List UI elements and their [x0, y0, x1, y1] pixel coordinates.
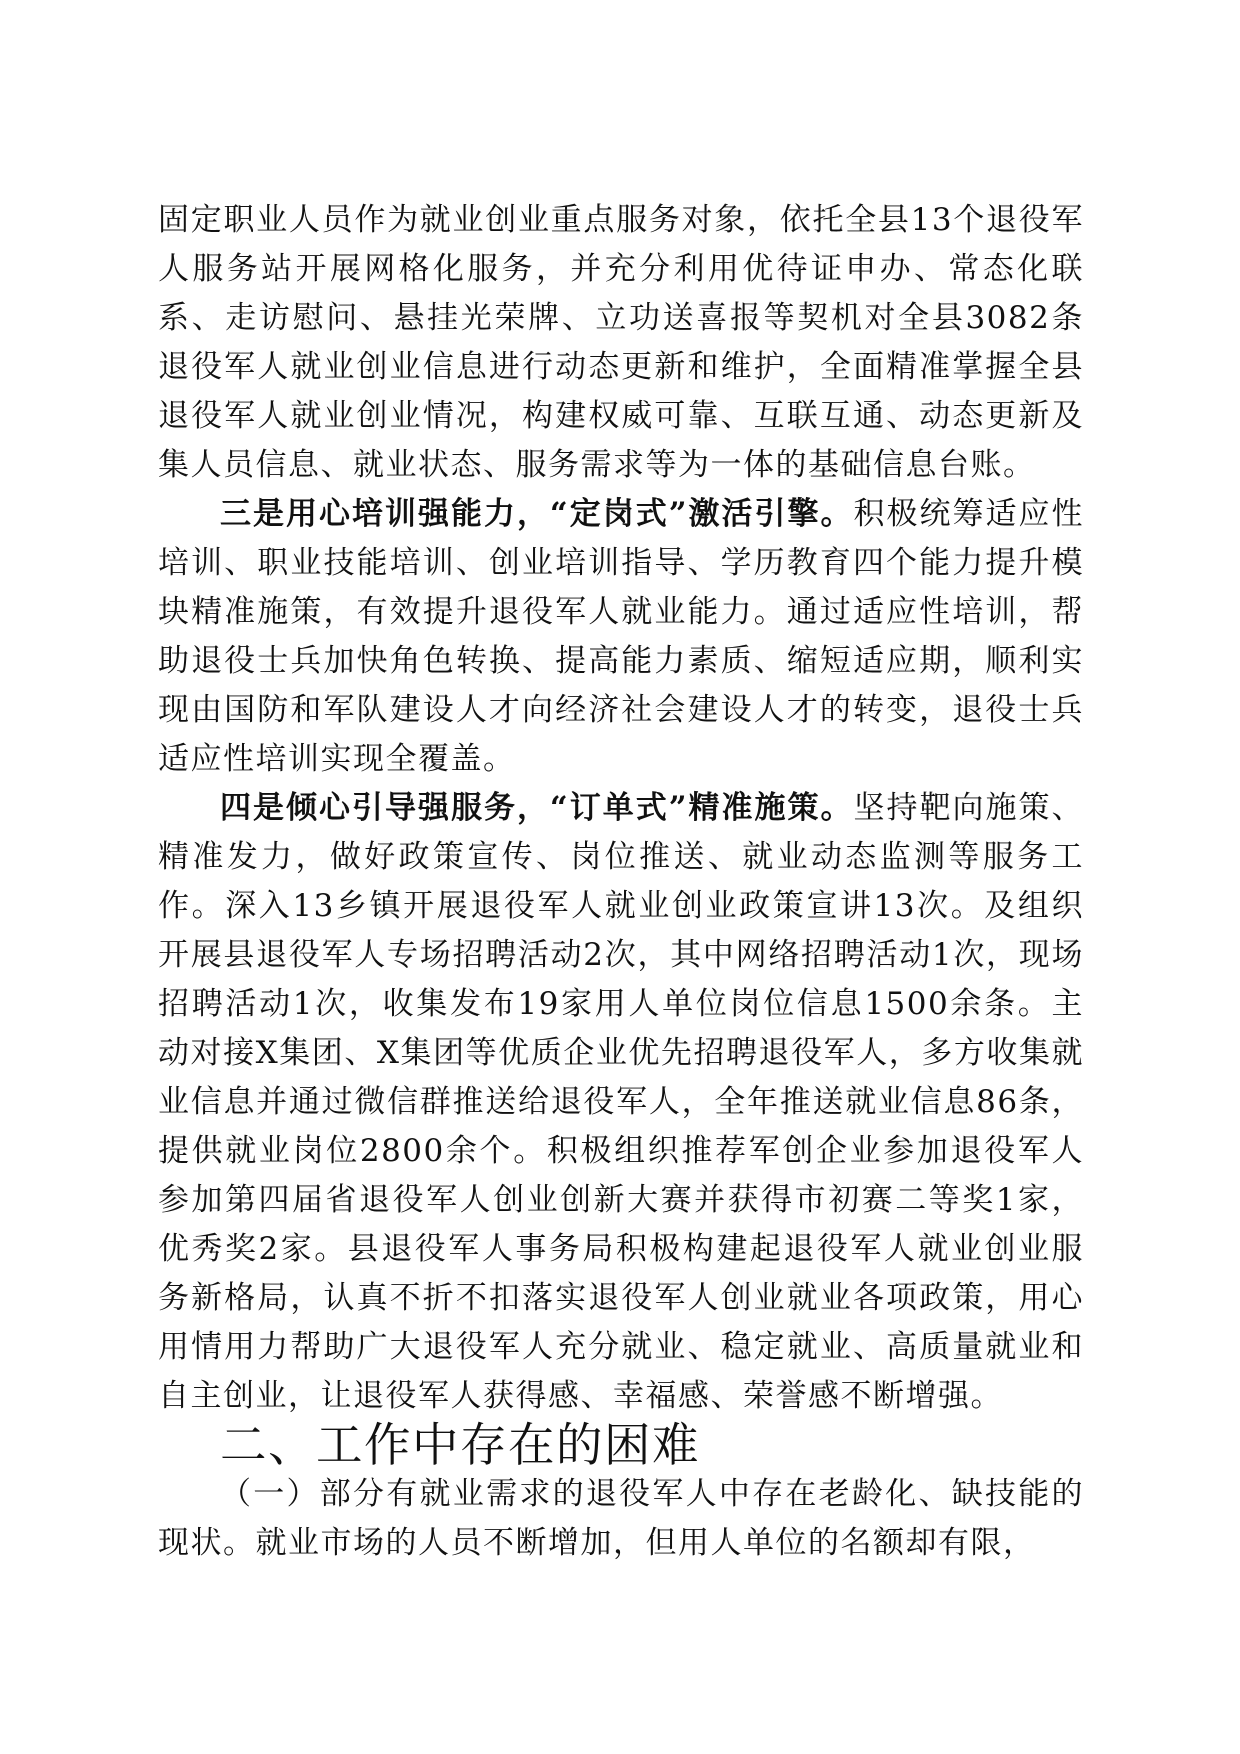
paragraph-body-training: 积极统筹适应性培训、职业技能培训、创业培训指导、学历教育四个能力提升模块精准施策，有效提升退役军人就业能力。通过适应性培训，帮助退役士兵加快角色转换、提高能力素质、缩短适应期，顺利实现由国防和军队建设人才向经济社会建设人才的转变，退役士兵适应性培训实现全覆盖。 — [158, 496, 1084, 777]
paragraph-body-service: 坚持靶向施策、精准发力，做好政策宣传、岗位推送、就业动态监测等服务工作。深入13乡镇开展退役军人就业创业政策宣讲13次。及组织开展县退役军人专场招聘活动2次，其中网络招聘活动1次，现场招聘活动1次，收集发布19家用人单位岗位信息1500余条。主动对接X集团、X集团等优质企业优先招聘退役军人，多方收集就业信息并通过微信群推送给退役军人，全年推送就业信息86条，提供就业岗位2800余个。积极组织推荐军创企业参加退役军人参加第四届省退役军人创业创新大赛并获得市初赛二等奖1家，优秀奖2家。县退役军人事务局积极构建起退役军人就业创业服务新格局，认真不折不扣落实退役军人创业就业各项政策，用心用情用力帮助广大退役军人充分就业、稳定就业、高质量就业和自主创业，让退役军人获得感、幸福感、荣誉感不断增强。 — [158, 790, 1084, 1414]
paragraph-lead-training: 三是用心培训强能力，“定岗式”激活引擎。 — [220, 496, 854, 532]
paragraph-difficulty-1: （一）部分有就业需求的退役军人中存在老龄化、缺技能的现状。就业市场的人员不断增加，但用人单位的名额却有限， — [158, 1476, 1084, 1561]
paragraph-service — [158, 784, 1084, 1421]
paragraph-training — [158, 490, 1084, 784]
paragraph-lead-service: 四是倾心引导强服务，“订单式”精准施策。 — [220, 790, 854, 826]
document-page — [158, 196, 1084, 1568]
section-heading: 二、工作中存在的困难 — [220, 1418, 700, 1472]
paragraph-continued: 固定职业人员作为就业创业重点服务对象，依托全县13个退役军人服务站开展网格化服务，并充分利用优待证申办、常态化联系、走访慰问、悬挂光荣牌、立功送喜报等契机对全县3082条退役军人就业创业信息进行动态更新和维护，全面精准掌握全县退役军人就业创业情况，构建权威可靠、互联互通、动态更新及集人员信息、就业状态、服务需求等为一体的基础信息台账。 — [158, 202, 1084, 483]
